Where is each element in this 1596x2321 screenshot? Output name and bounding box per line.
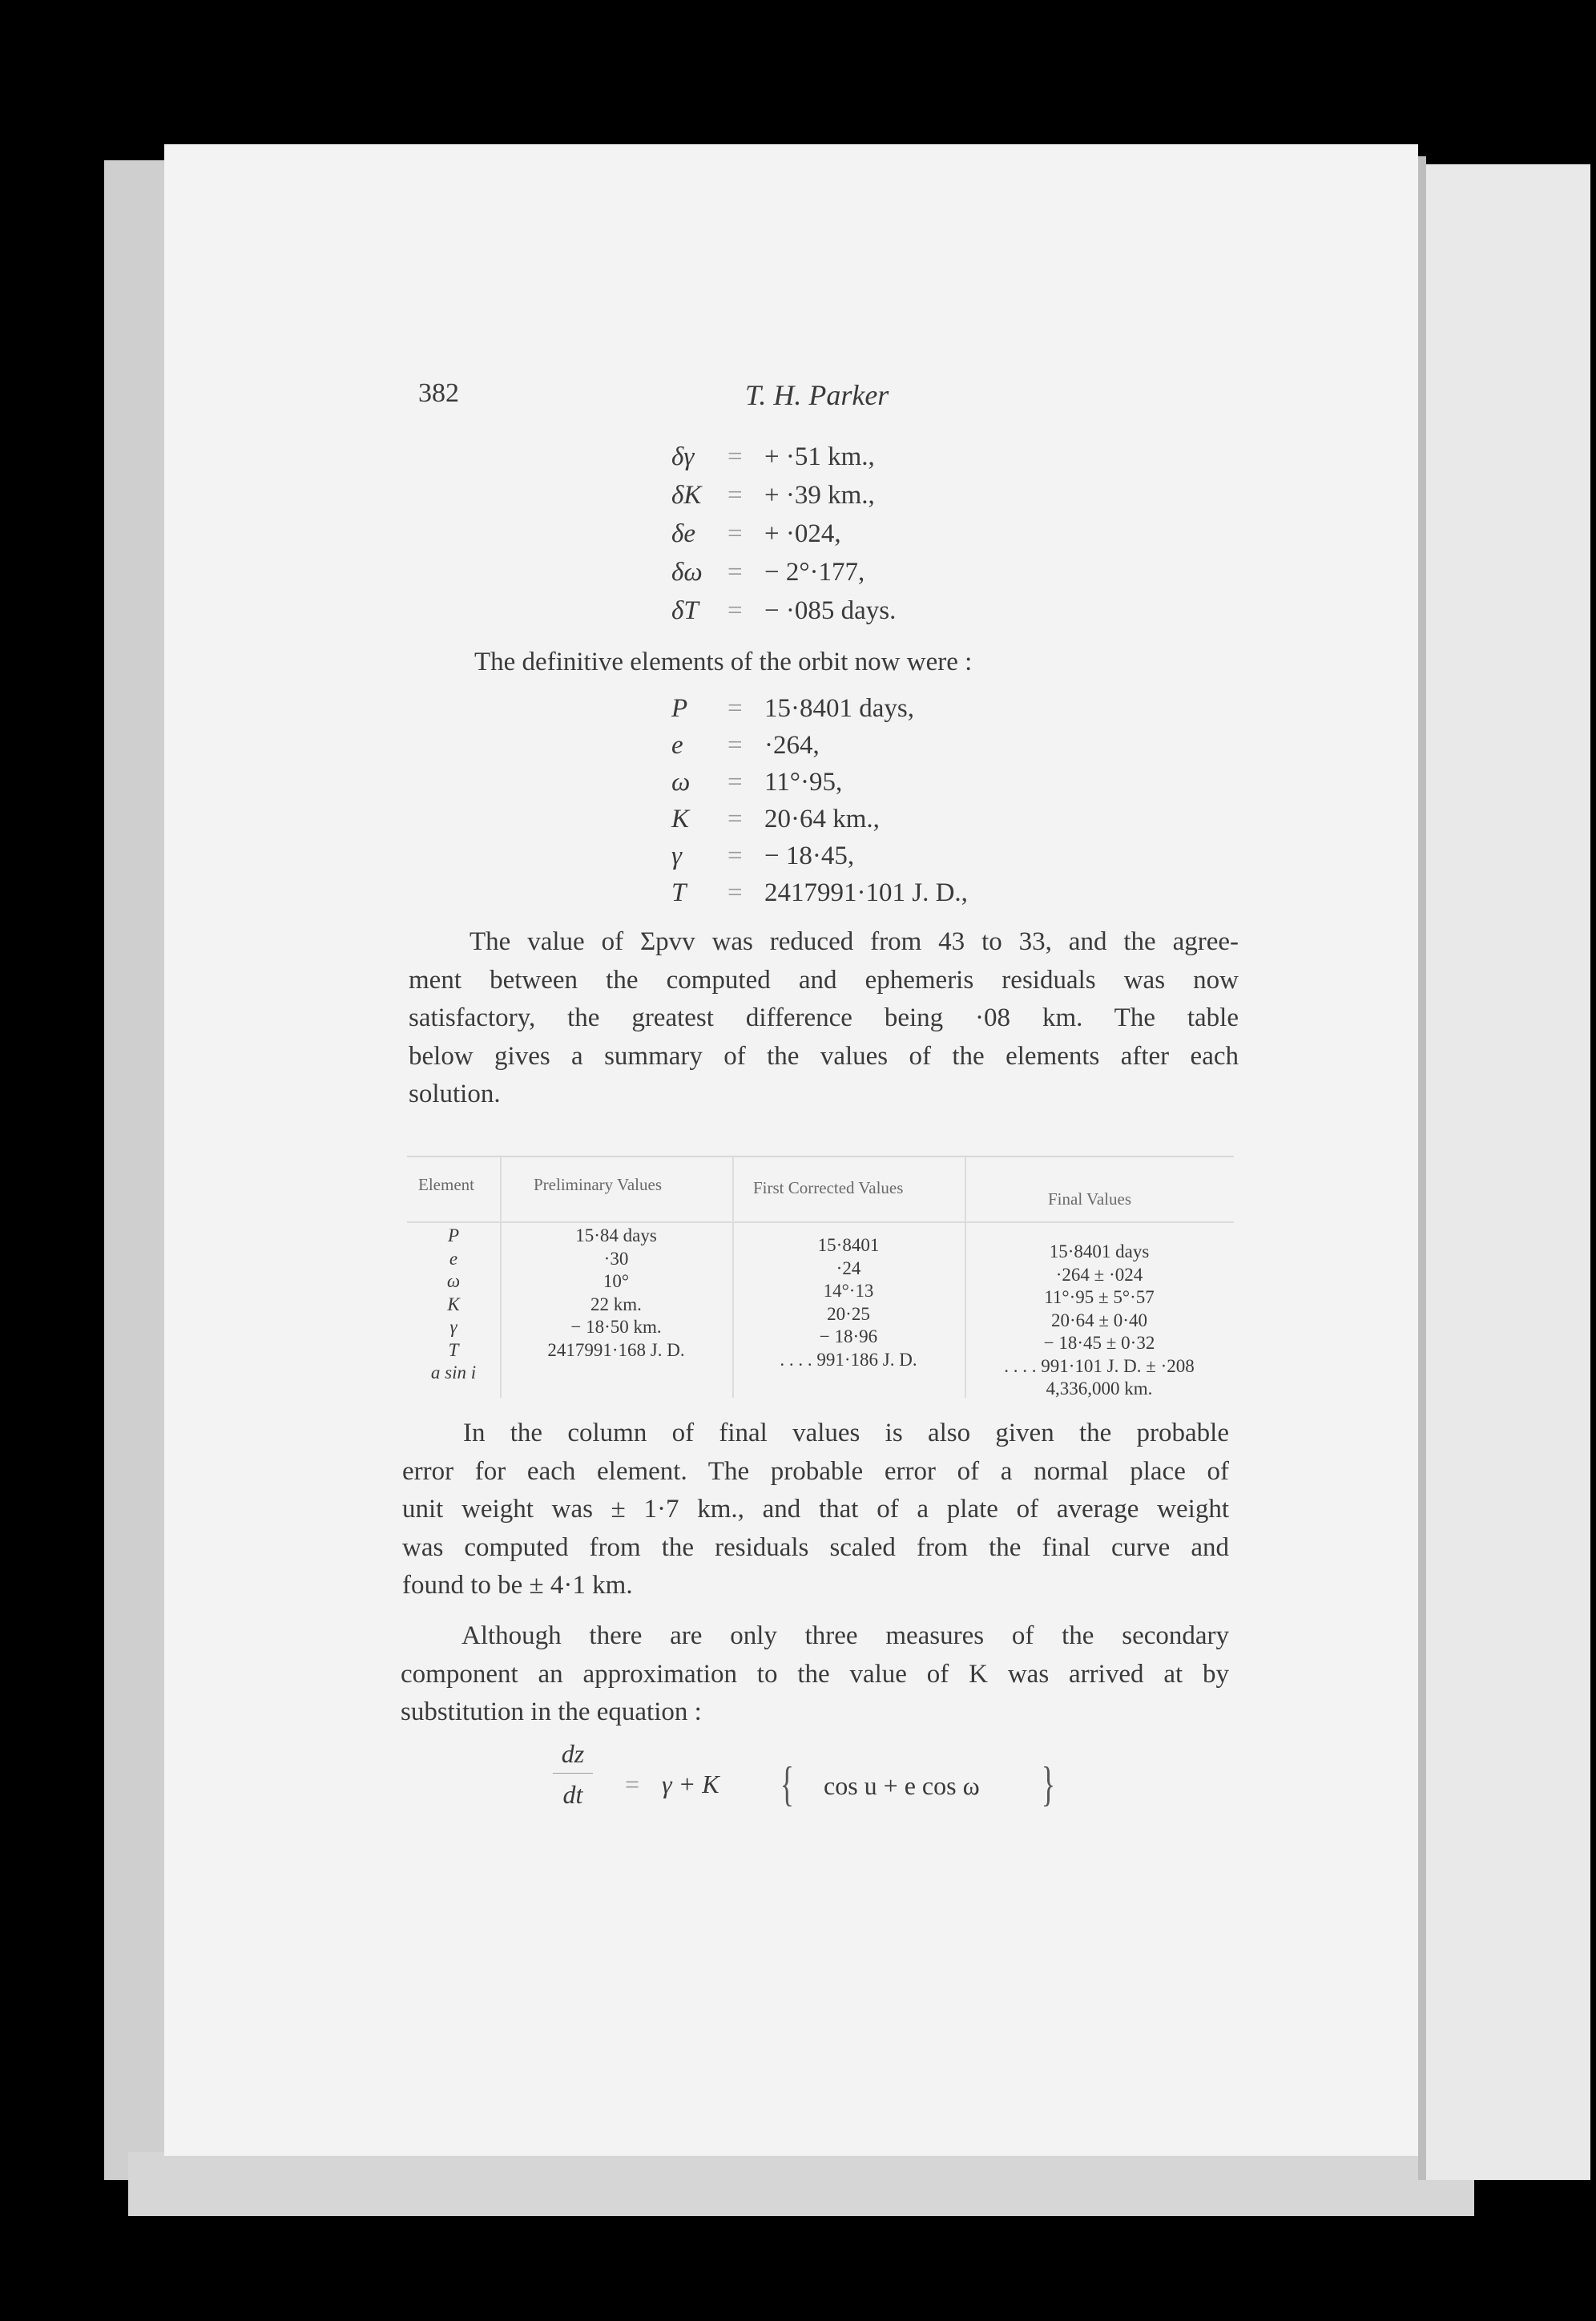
correction-row (671, 558, 864, 587)
table-cell: 11°·95 ± 5°·57 (1044, 1287, 1155, 1307)
text-line: substitution in the equation : (401, 1697, 702, 1726)
correction-value: + ·024, (764, 519, 841, 548)
text-line: found to be ± 4·1 km. (402, 1571, 633, 1600)
table-cell: T (448, 1339, 459, 1360)
table-cell: 15·8401 (817, 1235, 880, 1255)
correction-symbol: δω (671, 558, 703, 587)
table-header-first-corrected: First Corrected Values (753, 1178, 904, 1197)
left-brace-icon: { (780, 1758, 795, 1810)
fraction-bar (553, 1773, 593, 1774)
text-line: unit weight was ± 1·7 km., and that of a plate of average weight (402, 1495, 1229, 1524)
elements-summary-table (407, 1156, 1234, 1406)
element-value: 15·8401 days, (764, 694, 914, 723)
equals-sign: = (727, 768, 743, 797)
text-line: component an approximation to the value of K was arrived at by (401, 1659, 1229, 1689)
table-cell: . . . . 991·186 J. D. (780, 1349, 917, 1370)
table-cell: ·30 (603, 1248, 629, 1269)
correction-value: − 2°·177, (764, 558, 865, 587)
text-line: below gives a summary of the values of the elements after each (409, 1041, 1239, 1071)
element-row (671, 805, 880, 834)
table-cell: 10° (603, 1271, 630, 1291)
element-row (671, 731, 820, 761)
correction-symbol: δγ (671, 442, 695, 471)
text-line: error for each element. The probable error of a normal place of (402, 1456, 1229, 1486)
table-header-final: Final Values (1048, 1189, 1132, 1209)
table-cell: 14°·13 (823, 1281, 874, 1301)
correction-symbol: δK (671, 481, 702, 510)
table-cell: ·24 (836, 1257, 861, 1278)
equals-sign: = (727, 519, 743, 548)
table-column-final (965, 1241, 1234, 1401)
paragraph-summary (409, 923, 1239, 1114)
equals-sign: = (727, 481, 743, 510)
element-row (671, 694, 914, 724)
correction-row (671, 442, 875, 472)
paragraph-secondary-component (401, 1617, 1229, 1732)
correction-symbol: δT (671, 596, 699, 625)
text-line: Although there are only three measures of the secondary (461, 1621, 1229, 1650)
formula-inner: cos u + e cos ω (824, 1771, 980, 1800)
table-column-element (407, 1225, 500, 1385)
fraction-numerator: dz (561, 1739, 585, 1768)
velocity-equation (553, 1739, 1074, 1827)
running-title: T. H. Parker (745, 379, 889, 411)
correction-symbol: δe (671, 519, 695, 548)
element-symbol: T (671, 878, 687, 907)
intro-line: The definitive elements of the orbit now were : (474, 648, 973, 676)
text-line: ment between the computed and ephemeris residuals was now (409, 965, 1239, 995)
table-cell: e (449, 1248, 458, 1269)
element-value: ·264, (764, 731, 820, 760)
equals-sign: = (727, 805, 743, 834)
element-symbol: K (671, 805, 690, 834)
table-cell: γ (449, 1317, 457, 1337)
equals-sign: = (727, 558, 743, 587)
table-cell: 22 km. (590, 1294, 642, 1314)
table-header-element: Element (418, 1175, 474, 1194)
table-cell: . . . . 991·101 J. D. ± ·208 (1004, 1355, 1195, 1376)
equals-sign: = (625, 1770, 640, 1798)
table-cell: 20·64 ± 0·40 (1051, 1310, 1147, 1330)
equals-sign: = (727, 442, 743, 471)
equals-sign: = (727, 596, 743, 625)
facing-page (1426, 164, 1590, 2180)
text-line: was computed from the residuals scaled from the final curve and (402, 1532, 1229, 1562)
correction-value: − ·085 days. (764, 596, 897, 625)
element-row (671, 878, 968, 908)
table-cell: 4,336,000 km. (1046, 1378, 1153, 1399)
table-header-preliminary: Preliminary Values (534, 1175, 663, 1194)
page-number: 382 (418, 378, 459, 408)
table-cell: − 18·96 (819, 1326, 878, 1346)
table-cell: 15·84 days (575, 1225, 657, 1245)
element-value: 11°·95, (764, 768, 843, 797)
paragraph-probable-error (402, 1415, 1229, 1605)
text-line: The value of Σpvv was reduced from 43 to 33, and the agree- (470, 927, 1239, 956)
text-line: solution. (409, 1080, 501, 1108)
element-symbol: e (671, 731, 683, 760)
equals-sign: = (727, 731, 743, 760)
formula-lhs: γ + K (662, 1770, 719, 1798)
derivative-fraction (553, 1739, 593, 1810)
correction-row (671, 519, 841, 549)
element-value: 2417991·101 J. D., (764, 878, 968, 907)
table-cell: ω (446, 1271, 461, 1291)
element-value: − 18·45, (764, 842, 855, 870)
element-symbol: P (671, 694, 688, 723)
table-cell: 2417991·168 J. D. (547, 1339, 685, 1360)
element-row (671, 768, 842, 797)
table-header-rule (407, 1221, 1234, 1223)
element-value: 20·64 km., (764, 805, 880, 834)
right-brace-icon: } (1041, 1758, 1056, 1810)
book-gutter (1418, 156, 1426, 2180)
table-cell: 15·8401 days (1049, 1241, 1150, 1261)
table-column-preliminary (500, 1225, 732, 1362)
table-cell: a sin i (430, 1362, 477, 1383)
table-cell: P (447, 1225, 460, 1245)
element-symbol: ω (671, 768, 691, 797)
correction-row (671, 481, 875, 511)
correction-row (671, 596, 896, 626)
equals-sign: = (727, 694, 743, 723)
correction-value: + ·51 km., (764, 442, 875, 471)
correction-value: + ·39 km., (764, 481, 875, 510)
table-cell: − 18·50 km. (570, 1317, 662, 1337)
table-cell: K (447, 1294, 460, 1314)
table-column-first-corrected (732, 1234, 965, 1371)
element-symbol: γ (671, 842, 683, 870)
table-cell: ·264 ± ·024 (1055, 1264, 1143, 1285)
text-line: In the column of final values is also given the probable (463, 1419, 1229, 1447)
scan-bottom-edge (128, 2152, 1474, 2216)
fraction-denominator: dt (562, 1780, 583, 1809)
equals-sign: = (727, 842, 743, 870)
text-line: satisfactory, the greatest difference being ·08 km. The table (409, 1003, 1239, 1032)
table-cell: − 18·45 ± 0·32 (1043, 1333, 1155, 1353)
element-row (671, 842, 854, 871)
equals-sign: = (727, 878, 743, 907)
table-cell: 20·25 (827, 1303, 870, 1324)
